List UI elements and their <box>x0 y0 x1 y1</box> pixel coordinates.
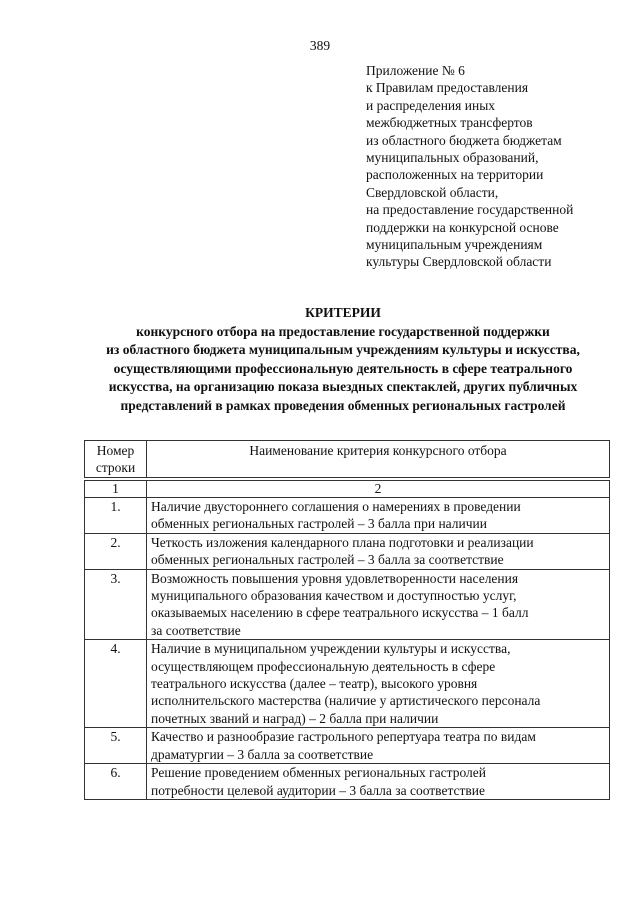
header-cell-criterion: Наименование критерия конкурсного отбора <box>147 441 610 478</box>
criterion-line: потребности целевой аудитории – 3 балла за соответствие <box>151 782 486 798</box>
appendix-line: межбюджетных трансфертов <box>366 115 533 131</box>
criterion-text <box>147 533 610 569</box>
criterion-text <box>147 498 610 534</box>
appendix-header <box>366 62 626 271</box>
criterion-line: Наличие в муниципальном учреждении культуры и искусства, <box>151 641 511 657</box>
row-number: 5. <box>85 728 147 764</box>
criterion-line: почетных званий и наград) – 2 балла при наличии <box>151 710 439 726</box>
criterion-text <box>147 640 610 728</box>
criterion-line: Четкость изложения календарного плана подготовки и реализации <box>151 534 534 550</box>
column-number-cell: 1 <box>85 481 147 498</box>
criterion-line: Наличие двустороннего соглашения о намерениях в проведении <box>151 499 521 514</box>
header-cell-number <box>85 441 147 478</box>
table-row <box>85 640 610 728</box>
title-heading: КРИТЕРИИ <box>305 305 381 320</box>
criterion-line: Решение проведением обменных региональных гастролей <box>151 765 487 781</box>
title-line: осуществляющими профессиональную деятельность в сфере театрального <box>113 360 573 376</box>
row-number: 3. <box>85 569 147 640</box>
criterion-line: исполнительского мастерства (наличие у артистического персонала <box>151 693 541 709</box>
criterion-line: драматургии – 3 балла за соответствие <box>151 746 374 762</box>
appendix-line: к Правилам предоставления <box>366 80 529 96</box>
criterion-text <box>147 764 610 800</box>
title-line: искусства, на организацию показа выездных спектаклей, других публичных <box>108 379 578 395</box>
appendix-line: Приложение № 6 <box>366 63 465 78</box>
title-line: представлений в рамках проведения обменных региональных гастролей <box>120 397 566 413</box>
header-number-line: Номер <box>96 443 135 458</box>
criterion-line: Возможность повышения уровня удовлетворенности населения <box>151 570 519 586</box>
appendix-line: Свердловской области, <box>366 184 499 200</box>
criterion-text <box>147 569 610 640</box>
appendix-line: и распределения иных <box>366 97 496 113</box>
appendix-line: из областного бюджета бюджетам <box>366 132 562 148</box>
criterion-line: Качество и разнообразие гастрольного репертуара театра по видам <box>151 729 536 745</box>
criterion-line: за соответствие <box>151 622 241 638</box>
criterion-text <box>147 728 610 764</box>
table-row <box>85 764 610 800</box>
column-number-cell: 2 <box>147 481 610 498</box>
appendix-line: культуры Свердловской области <box>366 254 552 270</box>
column-numbering-row <box>85 481 610 498</box>
table-row <box>85 498 610 534</box>
header-number-line: строки <box>95 460 136 476</box>
appendix-line: на предоставление государственной <box>366 202 574 218</box>
page-number: 389 <box>309 38 331 53</box>
appendix-line: поддержки на конкурсной основе <box>366 219 559 235</box>
criterion-line: обменных региональных гастролей – 3 балла при наличии <box>151 516 487 532</box>
criterion-line: оказываемых населению в сфере театрального искусства – 1 балл <box>151 605 529 621</box>
criterion-line: обменных региональных гастролей – 3 балла за соответствие <box>151 552 504 568</box>
criteria-table <box>84 480 610 800</box>
appendix-line: расположенных на территории <box>366 167 544 183</box>
row-number: 6. <box>85 764 147 800</box>
appendix-line: муниципальным учреждениям <box>366 237 543 253</box>
criterion-line: театрального искусства (далее – театр), высокого уровня <box>151 676 478 692</box>
table-header-row <box>85 441 610 478</box>
row-number: 1. <box>85 498 147 534</box>
row-number: 4. <box>85 640 147 728</box>
table-row <box>85 569 610 640</box>
criterion-line: осуществляющем профессиональную деятельность в сфере <box>151 658 496 674</box>
appendix-line: муниципальных образований, <box>366 150 539 166</box>
title-line: конкурсного отбора на предоставление государственной поддержки <box>136 323 550 339</box>
row-number: 2. <box>85 533 147 569</box>
criteria-table-header <box>84 440 610 478</box>
document-title <box>60 304 626 416</box>
criterion-line: муниципального образования качеством и доступностью услуг, <box>151 588 517 604</box>
title-line: из областного бюджета муниципальным учреждениям культуры и искусства, <box>106 342 580 358</box>
table-row <box>85 728 610 764</box>
table-row <box>85 533 610 569</box>
